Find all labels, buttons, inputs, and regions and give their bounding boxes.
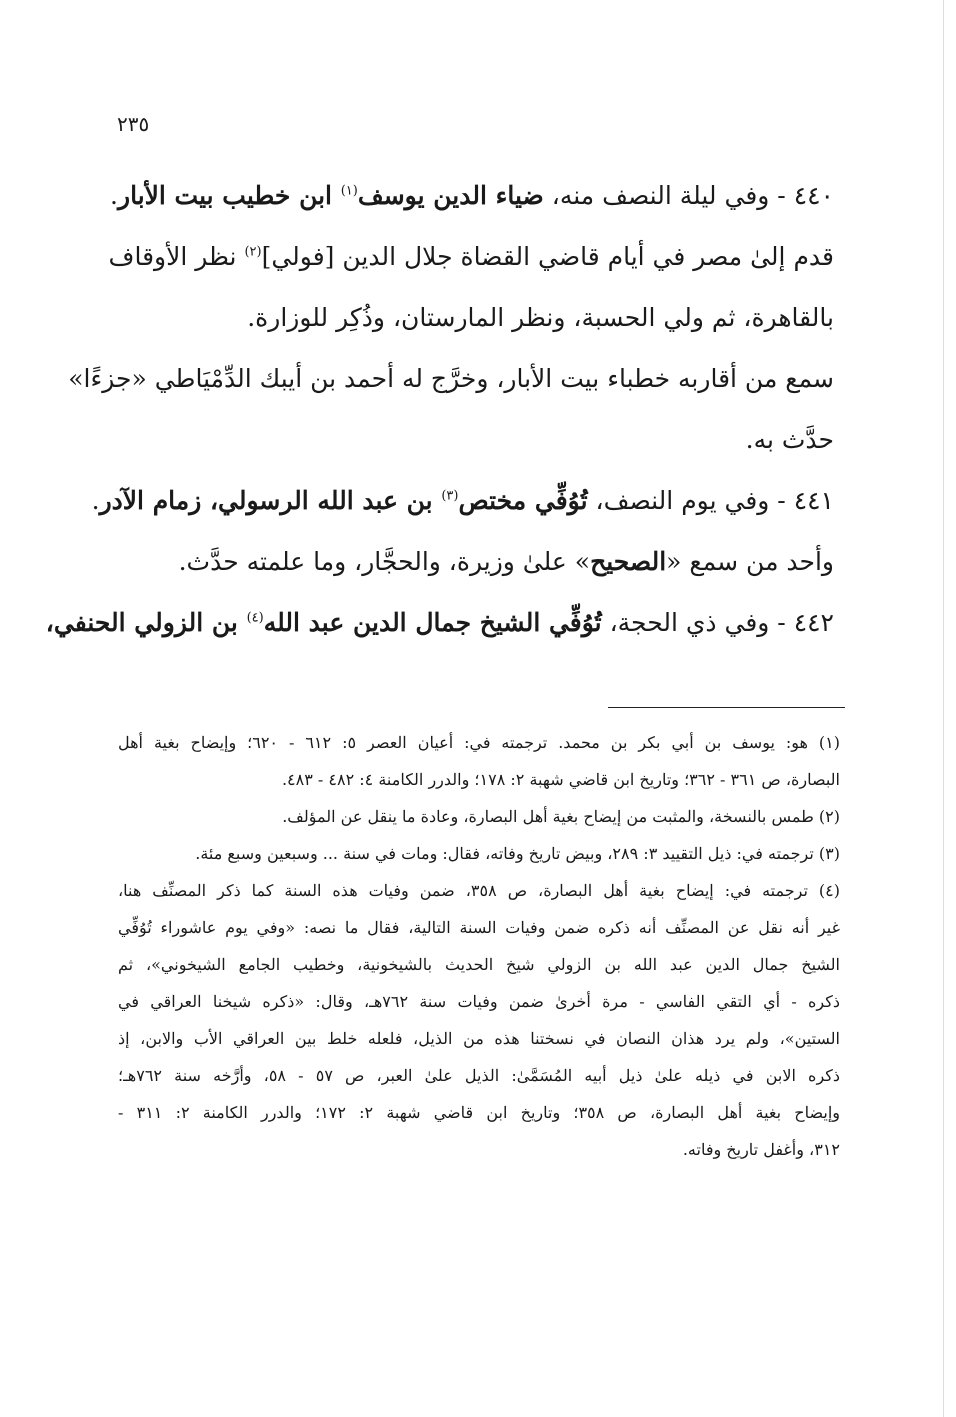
entry [108, 165, 834, 348]
footnote-ref: (٤) [246, 610, 264, 626]
bold-name: تُوُفِّي الشيخ جمال الدين عبد الله [263, 608, 602, 637]
footnote-line: ذكره الابن في ذيله علىٰ ذيل أبيه المُسَمَّىٰ: الذيل علىٰ العبر، ص ٥٧ - ٥٨، وأرَّخه سنة ٧٦٢هـ؛ [118, 1066, 841, 1085]
text-run: . [110, 181, 118, 210]
footnote-line: غير أنه نقل عن المصنِّف أنه ذكره ضمن وفيات السنة التالية، فقال ما نصه: «وفي يوم عاشوراء تُوُفِّي [118, 918, 841, 937]
text-run: » علىٰ وزيرة، والحجَّار، وما علمته حدَّث. [178, 547, 591, 576]
footnote-line: ٣١٢، وأغفل تاريخ وفاته. [682, 1140, 840, 1159]
bold-name: ضياء الدين يوسف [357, 181, 544, 210]
text-run: حدَّث به. [745, 425, 834, 454]
text-line [68, 348, 834, 409]
footnote-line: الستين»، ولم يرد هذان النصان في نسختنا هذه من الذيل، فلعله خلط بين العراقي الأب والابن، إذ [118, 1029, 840, 1048]
text-line [110, 165, 834, 226]
footnote-ref: (٣) [441, 488, 459, 504]
footnote-line: (١) هو: يوسف بن أبي بكر بن محمد. ترجمته في: أعيان العصر ٥: ٦١٢ - ٦٢٠؛ وإيضاح بغية أهل [118, 733, 840, 752]
text-run: سمع من أقاربه خطباء بيت الأبار، وخرَّج له أحمد بن أيبك الدِّمْيَاطي «جزءًا» [68, 364, 834, 393]
bold-name: بن عبد الله الرسولي، زمام الآدر [99, 486, 442, 515]
text-run: بالقاهرة، ثم ولي الحسبة، ونظر المارستان، وذُكِر للوزارة. [247, 303, 834, 332]
entry [91, 470, 834, 592]
main-text [45, 165, 834, 653]
entry [68, 348, 834, 470]
footnotes [118, 724, 840, 1168]
footnote-line: (٤) ترجمته في: إيضاح بغية أهل البصارة، ص ٣٥٨، ضمن وفيات هذه السنة كما ذكر المصنِّف هنا، [118, 881, 840, 900]
footnote-line: البصارة، ص ٣٦١ - ٣٦٢؛ وتاريخ ابن قاضي شهبة ٢: ١٧٨؛ والدرر الكامنة ٤: ٤٨٢ - ٤٨٣. [281, 770, 840, 789]
bold-name: تُوُفِّي مختص [458, 486, 588, 515]
text-run: . [91, 486, 100, 515]
footnote-ref: (٢) [244, 244, 262, 260]
footnote-line: (٢) طمس بالنسخة، والمثبت من إيضاح بغية أهل البصارة، وعادة ما ينقل عن المؤلف. [282, 807, 840, 826]
footnote-line: الشيخ جمال الدين عبد الله بن الزولي شيخ الحديث بالشيخونية، وخطيب الجامع الشيخوني»، ثم [118, 955, 840, 974]
text-run: وأحد من سمع « [666, 547, 834, 576]
bold-name: بن الزولي الحنفي، [45, 608, 247, 637]
footnote-line: ذكره - أي التقي الفاسي - مرة أخرىٰ ضمن وفيات سنة ٧٦٢هـ، وقال: «ذكره شيخنا العراقي في [118, 992, 840, 1011]
text-run: نظر الأوقاف [108, 242, 245, 271]
page-number: ٢٣٥ [117, 112, 150, 136]
text-line [45, 592, 834, 653]
bold-name: الصحيح [590, 547, 667, 576]
footnote-ref: (١) [340, 183, 358, 199]
text-line [118, 531, 834, 592]
text-line [108, 226, 834, 287]
text-run: ٤٤١ - وفي يوم النصف، [587, 486, 834, 515]
text-line [118, 409, 834, 470]
text-line [118, 287, 834, 348]
footnote-divider [608, 707, 845, 708]
text-run: ٤٤٢ - وفي ذي الحجة، [601, 608, 834, 637]
entry [45, 592, 834, 653]
footnote-line: (٣) ترجمته في: ذيل التقييد ٣: ٢٨٩، وبيض تاريخ وفاته، فقال: ومات في سنة ... وسبعين وسبع مئة. [195, 844, 840, 863]
bold-name: ابن خطيب بيت الأبار [118, 181, 341, 210]
text-run: قدم إلىٰ مصر في أيام قاضي القضاة جلال الدين [فولي] [261, 242, 834, 271]
footnote-line: وإيضاح بغية أهل البصارة، ص ٣٥٨؛ وتاريخ ابن قاضي شهبة ٢: ١٧٢؛ والدرر الكامنة ٢: ٣١١ - [118, 1103, 840, 1122]
text-run: ٤٤٠ - وفي ليلة النصف منه، [543, 181, 834, 210]
page-edge [943, 0, 944, 1417]
text-line [91, 470, 834, 531]
